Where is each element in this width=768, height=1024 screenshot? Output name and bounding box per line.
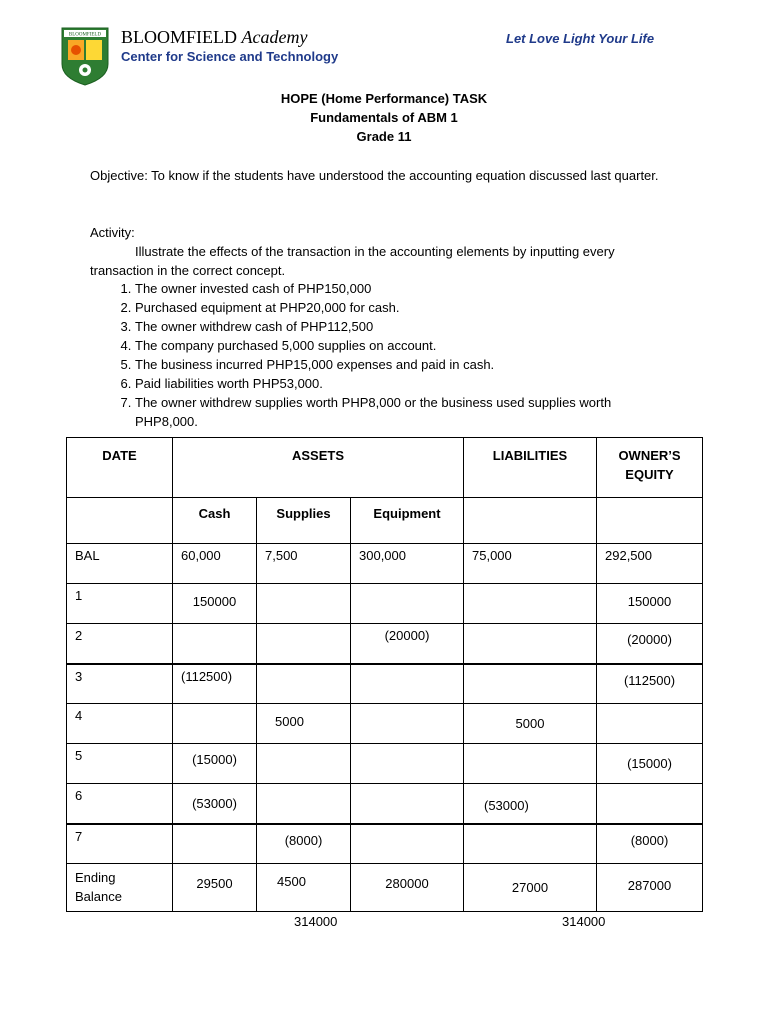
row-cash xyxy=(173,824,257,864)
row-date: 5 xyxy=(67,744,173,784)
list-item: 4. The company purchased 5,000 supplies on account. xyxy=(135,336,675,355)
row-equity: (20000) xyxy=(597,624,703,664)
list-item: 7. The owner withdrew supplies worth PHP8,000 or the business used supplies worth PHP8,000. xyxy=(135,393,675,431)
row-equipment xyxy=(351,824,464,864)
row-liabilities xyxy=(464,664,597,704)
table-row xyxy=(67,584,703,624)
row-cash: (53000) xyxy=(173,784,257,824)
row-supplies xyxy=(257,664,351,704)
row-liabilities xyxy=(464,584,597,624)
transaction-list xyxy=(90,279,675,431)
row-equity: 150000 xyxy=(597,584,703,624)
row-cash xyxy=(173,624,257,664)
row-liabilities: (53000) xyxy=(464,784,597,824)
svg-text:BLOOMFIELD: BLOOMFIELD xyxy=(68,32,102,38)
header-equity: OWNER’S EQUITY xyxy=(597,438,703,498)
row-equipment: 300,000 xyxy=(351,544,464,584)
subheader-equipment: Equipment xyxy=(351,498,464,544)
activity-label: Activity: xyxy=(90,225,135,240)
empty-cell xyxy=(67,498,173,544)
row-equipment xyxy=(351,664,464,704)
row-date: BAL xyxy=(67,544,173,584)
task-title: HOPE (Home Performance) TASK xyxy=(280,91,488,106)
row-supplies xyxy=(257,744,351,784)
table-row xyxy=(67,544,703,584)
row-equipment: (20000) xyxy=(351,624,464,664)
empty-cell xyxy=(464,498,597,544)
row-equity: (8000) xyxy=(597,824,703,864)
header-date: DATE xyxy=(67,438,173,498)
school-motto: Let Love Light Your Life xyxy=(506,31,655,46)
row-equipment xyxy=(351,784,464,824)
row-equipment xyxy=(351,584,464,624)
school-subtitle: Center for Science and Technology xyxy=(121,49,339,64)
row-liabilities xyxy=(464,824,597,864)
list-item: 1. The owner invested cash of PHP150,000 xyxy=(135,279,675,298)
subject-title: Fundamentals of ABM 1 xyxy=(310,110,458,125)
table-row xyxy=(67,824,703,864)
row-equipment xyxy=(351,744,464,784)
row-equity: 287000 xyxy=(597,864,703,912)
header-liabilities: LIABILITIES xyxy=(464,438,597,498)
row-liabilities: 27000 xyxy=(464,864,597,912)
table-row xyxy=(67,784,703,824)
row-supplies xyxy=(257,584,351,624)
row-equity: 292,500 xyxy=(597,544,703,584)
row-date: 4 xyxy=(67,704,173,744)
header-assets: ASSETS xyxy=(173,438,464,498)
row-date: 6 xyxy=(67,784,173,824)
row-cash: (112500) xyxy=(173,664,257,704)
empty-cell xyxy=(597,498,703,544)
activity-instructions: Illustrate the effects of the transaction in the accounting elements by inputting every transaction in the correct concept. xyxy=(90,244,615,278)
school-name: BLOOMFIELD Academy xyxy=(121,27,308,47)
grade-title: Grade 11 xyxy=(356,129,412,144)
row-date: Ending Balance xyxy=(67,864,173,912)
row-liabilities: 75,000 xyxy=(464,544,597,584)
row-cash xyxy=(173,704,257,744)
row-equipment: 280000 xyxy=(351,864,464,912)
row-cash: 60,000 xyxy=(173,544,257,584)
row-supplies: 7,500 xyxy=(257,544,351,584)
subheader-cash: Cash xyxy=(173,498,257,544)
row-liabilities: 5000 xyxy=(464,704,597,744)
list-item: 5. The business incurred PHP15,000 expenses and paid in cash. xyxy=(135,355,675,374)
row-supplies: 4500 xyxy=(257,864,351,912)
table-row xyxy=(67,704,703,744)
row-equity xyxy=(597,784,703,824)
list-item: 6. Paid liabilities worth PHP53,000. xyxy=(135,374,675,393)
table-row xyxy=(67,864,703,912)
row-supplies xyxy=(257,624,351,664)
row-cash: 150000 xyxy=(173,584,257,624)
row-equity xyxy=(597,704,703,744)
list-item: 2. Purchased equipment at PHP20,000 for cash. xyxy=(135,298,675,317)
row-date: 7 xyxy=(67,824,173,864)
objective: Objective: To know if the students have understood the accounting equation discussed last quarter. xyxy=(90,168,659,183)
row-equity: (112500) xyxy=(597,664,703,704)
liabilities-equity-total: 314000 xyxy=(562,914,606,929)
table-row xyxy=(67,744,703,784)
school-logo xyxy=(60,26,110,86)
row-date: 2 xyxy=(67,624,173,664)
row-supplies xyxy=(257,784,351,824)
table-row xyxy=(67,624,703,664)
row-equity: (15000) xyxy=(597,744,703,784)
accounting-equation-table xyxy=(66,437,703,912)
row-date: 3 xyxy=(67,664,173,704)
row-equipment xyxy=(351,704,464,744)
row-supplies: (8000) xyxy=(257,824,351,864)
row-liabilities xyxy=(464,624,597,664)
row-date: 1 xyxy=(67,584,173,624)
row-cash: (15000) xyxy=(173,744,257,784)
row-cash: 29500 xyxy=(173,864,257,912)
subheader-supplies: Supplies xyxy=(257,498,351,544)
table-row xyxy=(67,664,703,704)
row-liabilities xyxy=(464,744,597,784)
list-item: 3. The owner withdrew cash of PHP112,500 xyxy=(135,317,675,336)
row-supplies: 5000 xyxy=(257,704,351,744)
assets-total: 314000 xyxy=(294,914,338,929)
